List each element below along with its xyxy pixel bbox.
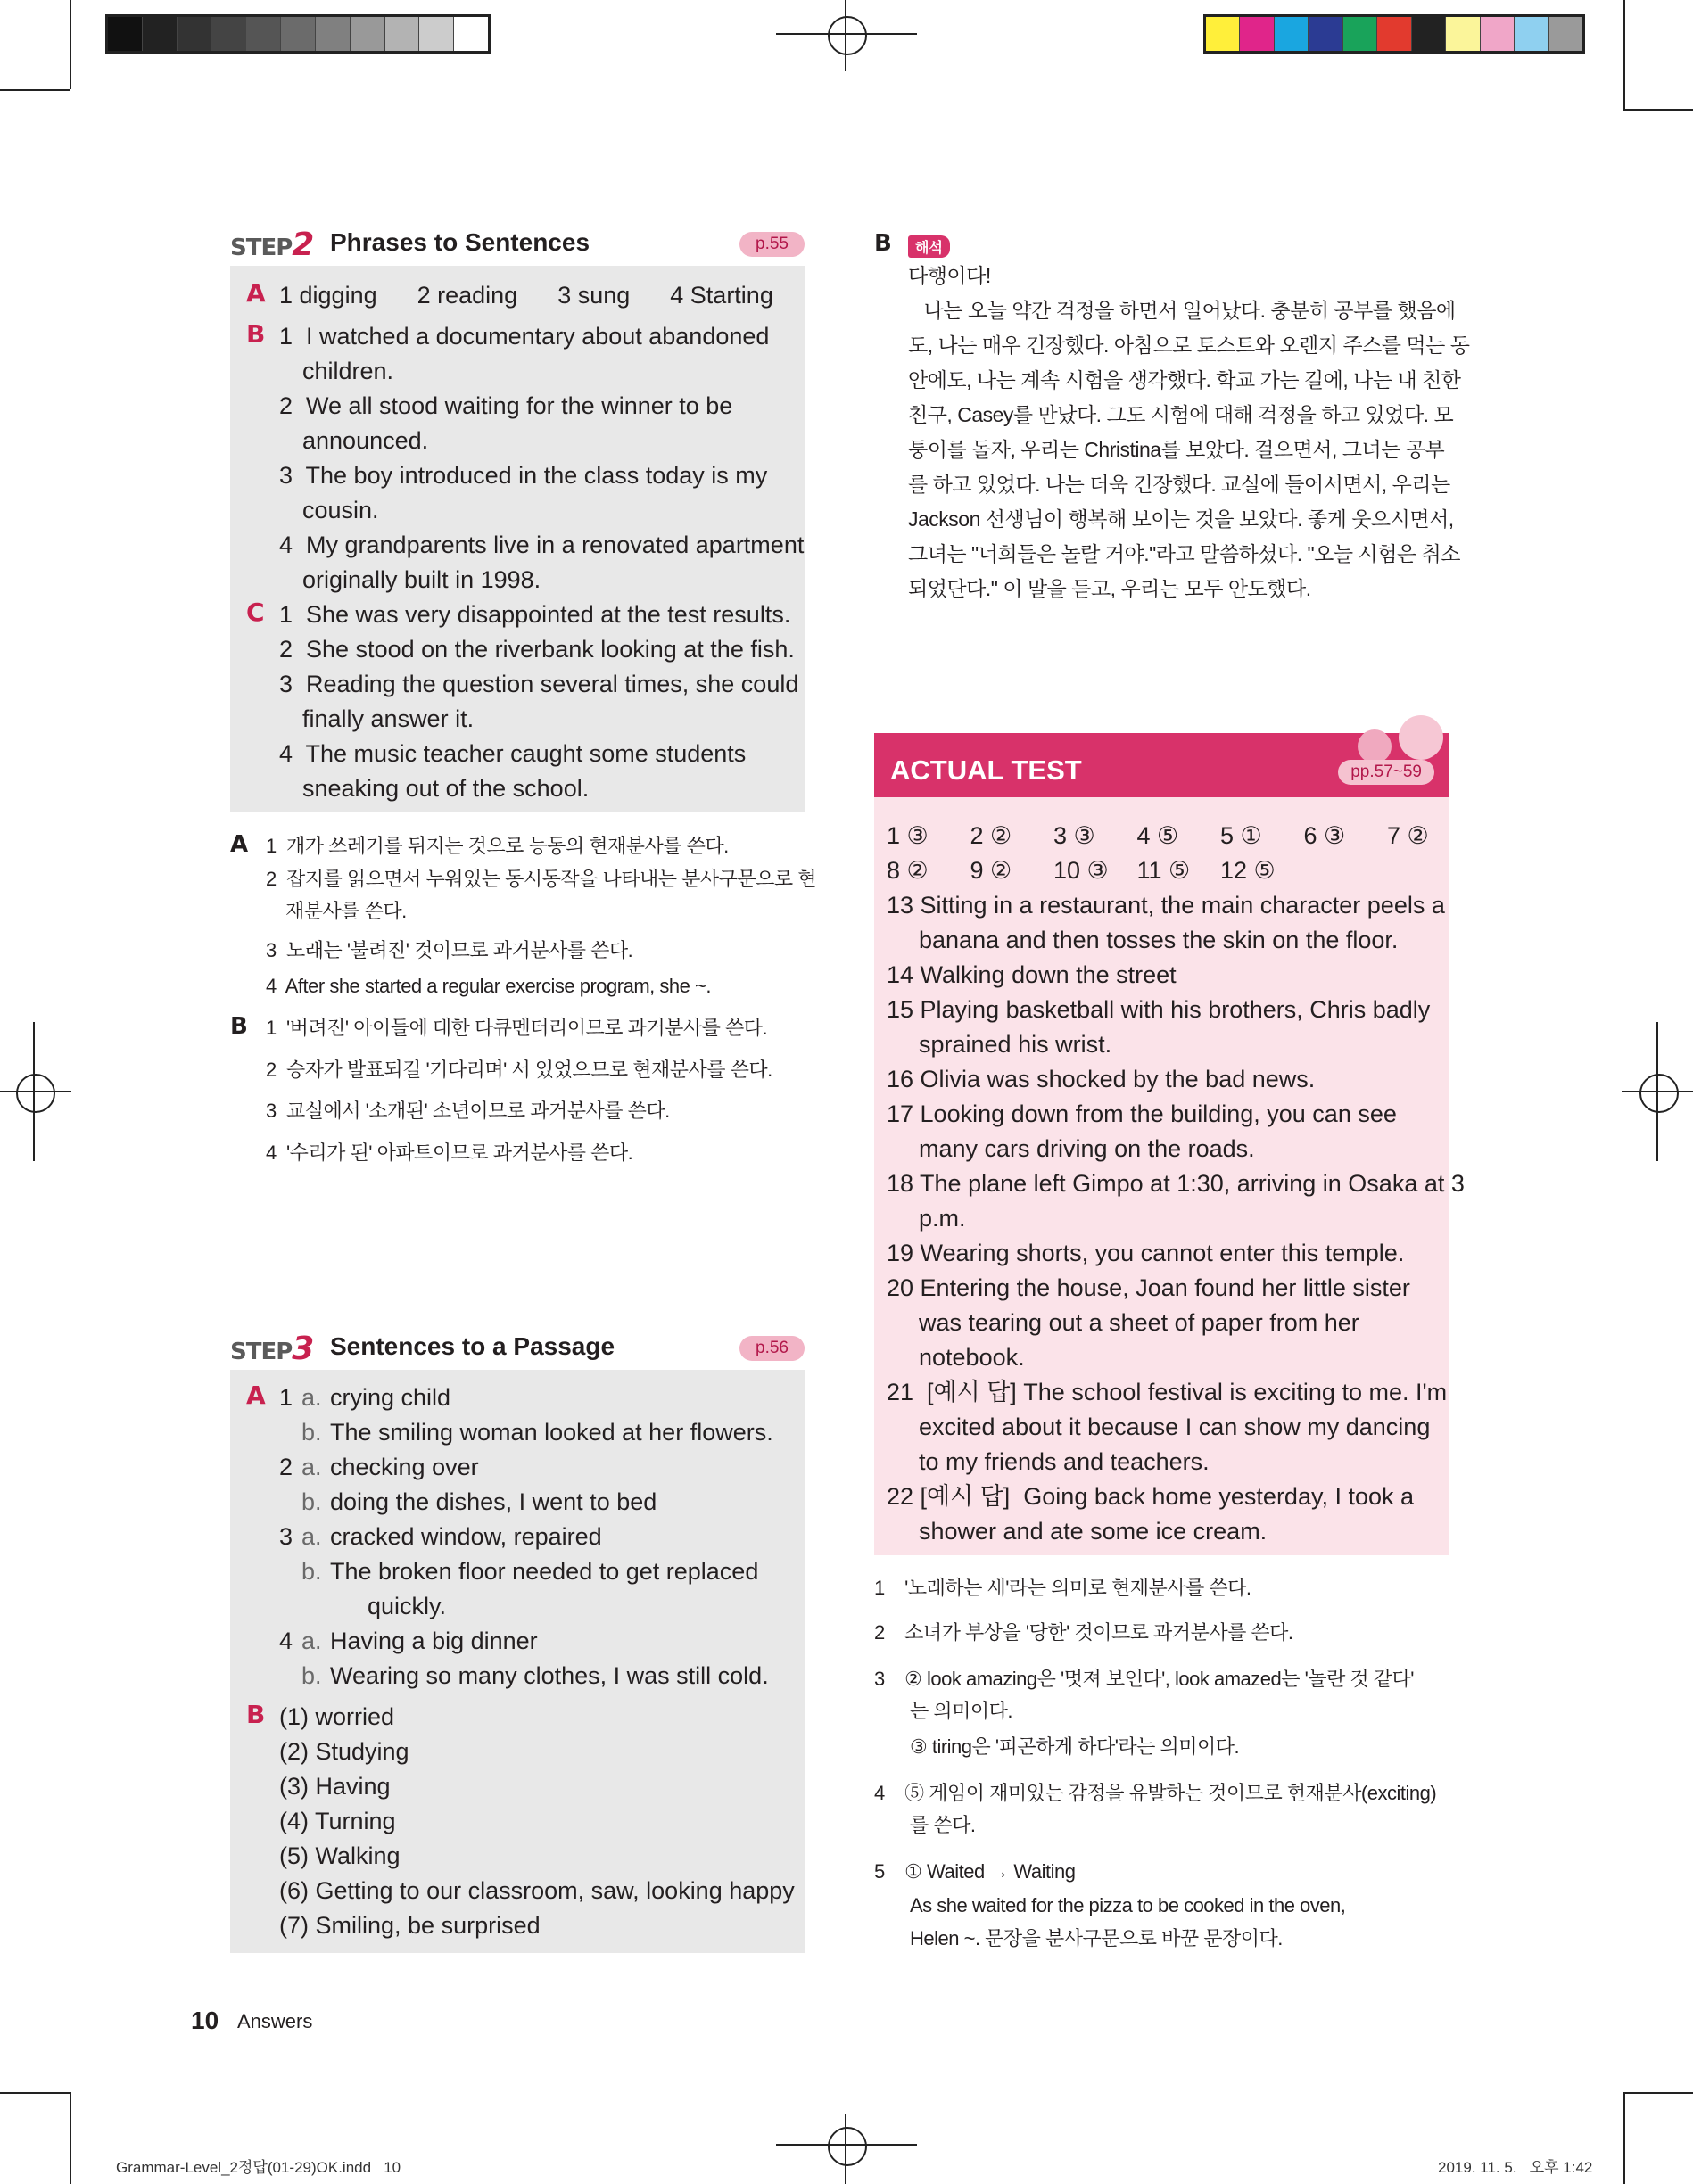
translation-line: 안에도, 나는 계속 시험을 생각했다. 학교 가는 길에, 나는 내 친한 — [908, 368, 1461, 391]
color-swatch — [281, 17, 316, 51]
translation-line: 다행이다! — [908, 264, 991, 287]
mc-answer: 11 ⑤ — [1136, 857, 1191, 884]
answer-line: Wearing so many clothes, I was still cold. — [330, 1662, 769, 1689]
explanation-line: Helen ~. 문장을 분사구문으로 바꾼 문장이다. — [910, 1927, 1283, 1949]
answer-line: 3 The boy introduced in the class today is my — [279, 462, 768, 489]
answer-line: quickly. — [368, 1593, 447, 1619]
step2-a-answers: 1 digging 2 reading 3 sung 4 Starting — [279, 282, 773, 309]
answer-line: 18 The plane left Gimpo at 1:30, arriving in Osaka at 3 — [887, 1170, 1465, 1197]
answer-line: to my friends and teachers. — [919, 1448, 1210, 1475]
color-swatch — [1515, 17, 1548, 51]
step3-title: Sentences to a Passage — [330, 1332, 615, 1360]
answer-line: sprained his wrist. — [919, 1031, 1112, 1058]
actual-test-header — [874, 733, 1449, 797]
color-swatch — [1549, 17, 1582, 51]
translation-b-label: B — [874, 230, 892, 257]
mc-answer: 8 ② — [887, 857, 929, 884]
answer-line: 15 Playing basketball with his brothers, Chris badly — [887, 996, 1431, 1023]
translation-line: 도, 나는 매우 긴장했다. 아침으로 토스트와 오렌지 주스를 먹는 동 — [908, 334, 1470, 357]
answer-line: 13 Sitting in a restaurant, the main character peels a — [887, 892, 1445, 919]
color-swatch — [143, 17, 178, 51]
explanation-line: 2 승자가 발표되길 '기다리며' 서 있었으므로 현재분사를 쓴다. — [266, 1058, 772, 1081]
color-swatch — [246, 17, 281, 51]
item-part: b. — [301, 1662, 322, 1689]
color-swatch — [454, 17, 488, 51]
step3-page-ref: p.56 — [739, 1336, 805, 1361]
explanation-line: As she waited for the pizza to be cooked in the oven, — [910, 1894, 1346, 1916]
mc-answer: 2 ② — [970, 822, 1012, 849]
explanation-line: 를 쓴다. — [910, 1814, 976, 1836]
answer-line: was tearing out a sheet of paper from her — [919, 1309, 1359, 1336]
notes-b-label: B — [230, 1013, 248, 1040]
slug-date: 2019. 11. 5. 오후 1:42 — [1438, 2159, 1593, 2176]
answer-line: 3 Reading the question several times, she could — [279, 671, 799, 697]
answer-line: finally answer it. — [302, 705, 475, 732]
answer-line: 1 I watched a documentary about abandoned — [279, 323, 770, 350]
color-swatch — [351, 17, 385, 51]
item-number: 4 — [279, 1628, 293, 1654]
answer-line: 2 We all stood waiting for the winner to be — [279, 392, 733, 419]
item-part: b. — [301, 1558, 322, 1585]
actual-test-title: ACTUAL TEST — [890, 754, 1082, 786]
item-number: 1 — [279, 1384, 293, 1411]
color-swatch — [1343, 17, 1377, 51]
explanation-line: 1 개가 쓰레기를 뒤지는 것으로 능동의 현재분사를 쓴다. — [266, 835, 729, 857]
answer-line: Having a big dinner — [330, 1628, 538, 1654]
answer-line: 2 She stood on the riverbank looking at the fish. — [279, 636, 795, 663]
translation-line: 친구, Casey를 만났다. 그도 시험에 대해 걱정을 하고 있었다. 모 — [908, 403, 1454, 426]
answer-line: 20 Entering the house, Joan found her little sister — [887, 1274, 1410, 1301]
translation-line: Jackson 선생님이 행복해 보이는 것을 보았다. 좋게 웃으시면서, — [908, 507, 1454, 531]
answer-line: doing the dishes, I went to bed — [330, 1488, 657, 1515]
step2-header — [230, 227, 805, 262]
translation-line: 나는 오늘 약간 걱정을 하면서 일어났다. 충분히 공부를 했음에 — [908, 299, 1456, 322]
explanation-line: 2 잡지를 읽으면서 누워있는 동시동작을 나타내는 분사구문으로 현 — [266, 868, 816, 890]
answer-line: 4 My grandparents live in a renovated apartment — [279, 532, 805, 558]
slug-filename: Grammar-Level_2정답(01-29)OK.indd 10 — [116, 2159, 401, 2176]
step3-header — [230, 1331, 805, 1366]
step-tag: STEP2 — [230, 227, 314, 263]
color-swatch — [108, 17, 143, 51]
answer-line: banana and then tosses the skin on the floor. — [919, 927, 1399, 953]
mc-answer: 1 ③ — [887, 822, 929, 849]
translation-line: 퉁이를 돌자, 우리는 Christina를 보았다. 걸으면서, 그녀는 공부 — [908, 438, 1445, 461]
color-swatch — [385, 17, 420, 51]
item-part: b. — [301, 1419, 322, 1446]
explanation-line: 4 ⑤ 게임이 재미있는 감정을 유발하는 것이므로 현재분사(exciting) — [874, 1782, 1437, 1804]
step2-a-label: A — [246, 278, 266, 308]
explanation-line: 3 ② look amazing은 '멋져 보인다', look amazed는 '놀란 것 같다' — [874, 1668, 1414, 1690]
step-tag: STEP3 — [230, 1331, 314, 1367]
color-swatch — [1377, 17, 1411, 51]
explanation-line: 4 After she started a regular exercise program, she ~. — [266, 975, 711, 997]
explanation-line: 재분사를 쓴다. — [285, 900, 407, 922]
explanation-line: 3 교실에서 '소개된' 소년이므로 과거분사를 쓴다. — [266, 1100, 670, 1122]
mc-answer: 9 ② — [970, 857, 1012, 884]
item-part: a. — [301, 1523, 322, 1550]
explanation-line: 3 노래는 '불려진' 것이므로 과거분사를 쓴다. — [266, 939, 633, 961]
item-number: 3 — [279, 1523, 293, 1550]
answer-line: cousin. — [302, 497, 379, 523]
answer-line: announced. — [302, 427, 429, 454]
answer-line: cracked window, repaired — [330, 1523, 602, 1550]
explanation-line: 1 '노래하는 새'라는 의미로 현재분사를 쓴다. — [874, 1577, 1251, 1599]
mc-answer: 10 ③ — [1053, 857, 1109, 884]
explanation-line: 4 '수리가 된' 아파트이므로 과거분사를 쓴다. — [266, 1141, 633, 1164]
page-number: 10 — [191, 2007, 219, 2034]
answer-line: (1) worried — [279, 1703, 395, 1730]
notes-a-label: A — [230, 831, 249, 858]
translation-line: 그녀는 "너희들은 놀랄 거야."라고 말씀하셨다. "오늘 시험은 취소 — [908, 542, 1460, 565]
item-number: 2 — [279, 1454, 293, 1480]
mc-answer: 6 ③ — [1303, 822, 1346, 849]
mc-answer: 12 ⑤ — [1220, 857, 1276, 884]
color-swatch — [316, 17, 351, 51]
answer-line: 19 Wearing shorts, you cannot enter this temple. — [887, 1240, 1405, 1266]
answer-line: (6) Getting to our classroom, saw, looking happy — [279, 1877, 795, 1904]
decorative-bubble — [1358, 729, 1392, 763]
translation-line: 되었단다." 이 말을 듣고, 우리는 모두 안도했다. — [908, 577, 1311, 600]
item-part: b. — [301, 1488, 322, 1515]
mc-answer: 4 ⑤ — [1136, 822, 1179, 849]
mc-answer: 5 ① — [1220, 822, 1262, 849]
explanation-line: 1 '버려진' 아이들에 대한 다큐멘터리이므로 과거분사를 쓴다. — [266, 1017, 768, 1039]
grayscale-color-bar — [105, 14, 491, 54]
color-swatch — [1275, 17, 1309, 51]
color-swatch — [1481, 17, 1515, 51]
step3-a-label: A — [246, 1380, 266, 1410]
explanation-line: 5 ① Waited → Waiting — [874, 1860, 1076, 1883]
color-swatch — [1240, 17, 1274, 51]
item-part: a. — [301, 1454, 322, 1480]
step2-title: Phrases to Sentences — [330, 228, 590, 256]
color-swatch — [1309, 17, 1342, 51]
explanation-line: 2 소녀가 부상을 '당한' 것이므로 과거분사를 쓴다. — [874, 1621, 1293, 1644]
answer-line: sneaking out of the school. — [302, 775, 590, 802]
explanation-line: ③ tiring은 '피곤하게 하다'라는 의미이다. — [910, 1735, 1240, 1758]
item-part: a. — [301, 1384, 322, 1411]
translation-line: 를 하고 있었다. 나는 더욱 긴장했다. 교실에 들어서면서, 우리는 — [908, 473, 1450, 496]
answer-line: 1 She was very disappointed at the test results. — [279, 601, 791, 628]
color-swatch — [178, 17, 212, 51]
mc-answer: 7 ② — [1387, 822, 1429, 849]
color-swatch — [1412, 17, 1446, 51]
answer-line: The smiling woman looked at her flowers. — [330, 1419, 773, 1446]
actual-test-pages: pp.57~59 — [1338, 760, 1434, 785]
answer-line: 21 [예시 답] The school festival is exciting to me. I'm — [887, 1379, 1448, 1405]
answer-line: shower and ate some ice cream. — [919, 1518, 1268, 1545]
item-part: a. — [301, 1628, 322, 1654]
answer-line: (5) Walking — [279, 1842, 401, 1869]
answer-line: checking over — [330, 1454, 479, 1480]
decorative-bubble — [1399, 715, 1443, 760]
page-section: Answers — [237, 2010, 313, 2032]
answer-line: originally built in 1998. — [302, 566, 541, 593]
answer-line: The broken floor needed to get replaced — [330, 1558, 759, 1585]
answer-line: 16 Olivia was shocked by the bad news. — [887, 1066, 1316, 1092]
step2-page-ref: p.55 — [739, 232, 805, 257]
answer-line: (2) Studying — [279, 1738, 409, 1765]
process-color-bar — [1203, 14, 1585, 54]
answer-line: (7) Smiling, be surprised — [279, 1912, 541, 1939]
step3-b-label: B — [246, 1700, 266, 1729]
explanation-line: 는 의미이다. — [910, 1700, 1012, 1722]
answer-line: p.m. — [919, 1205, 966, 1232]
answer-line: children. — [302, 358, 394, 384]
answer-line: 17 Looking down from the building, you can see — [887, 1100, 1397, 1127]
answer-line: 4 The music teacher caught some students — [279, 740, 747, 767]
mc-answer: 3 ③ — [1053, 822, 1095, 849]
step2-c-label: C — [246, 598, 265, 627]
answer-line: (3) Having — [279, 1773, 391, 1800]
answer-line: many cars driving on the roads. — [919, 1135, 1255, 1162]
step2-b-label: B — [246, 319, 266, 349]
answer-line: excited about it because I can show my dancing — [919, 1413, 1431, 1440]
answer-line: (4) Turning — [279, 1808, 396, 1834]
color-swatch — [419, 17, 454, 51]
answer-line: crying child — [330, 1384, 451, 1411]
answer-line: notebook. — [919, 1344, 1025, 1371]
answer-line: 14 Walking down the street — [887, 961, 1177, 988]
answer-line: 22 [예시 답] Going back home yesterday, I took a — [887, 1483, 1415, 1510]
color-swatch — [1206, 17, 1240, 51]
color-swatch — [211, 17, 246, 51]
color-swatch — [1446, 17, 1480, 51]
translation-badge: 해석 — [908, 235, 950, 258]
